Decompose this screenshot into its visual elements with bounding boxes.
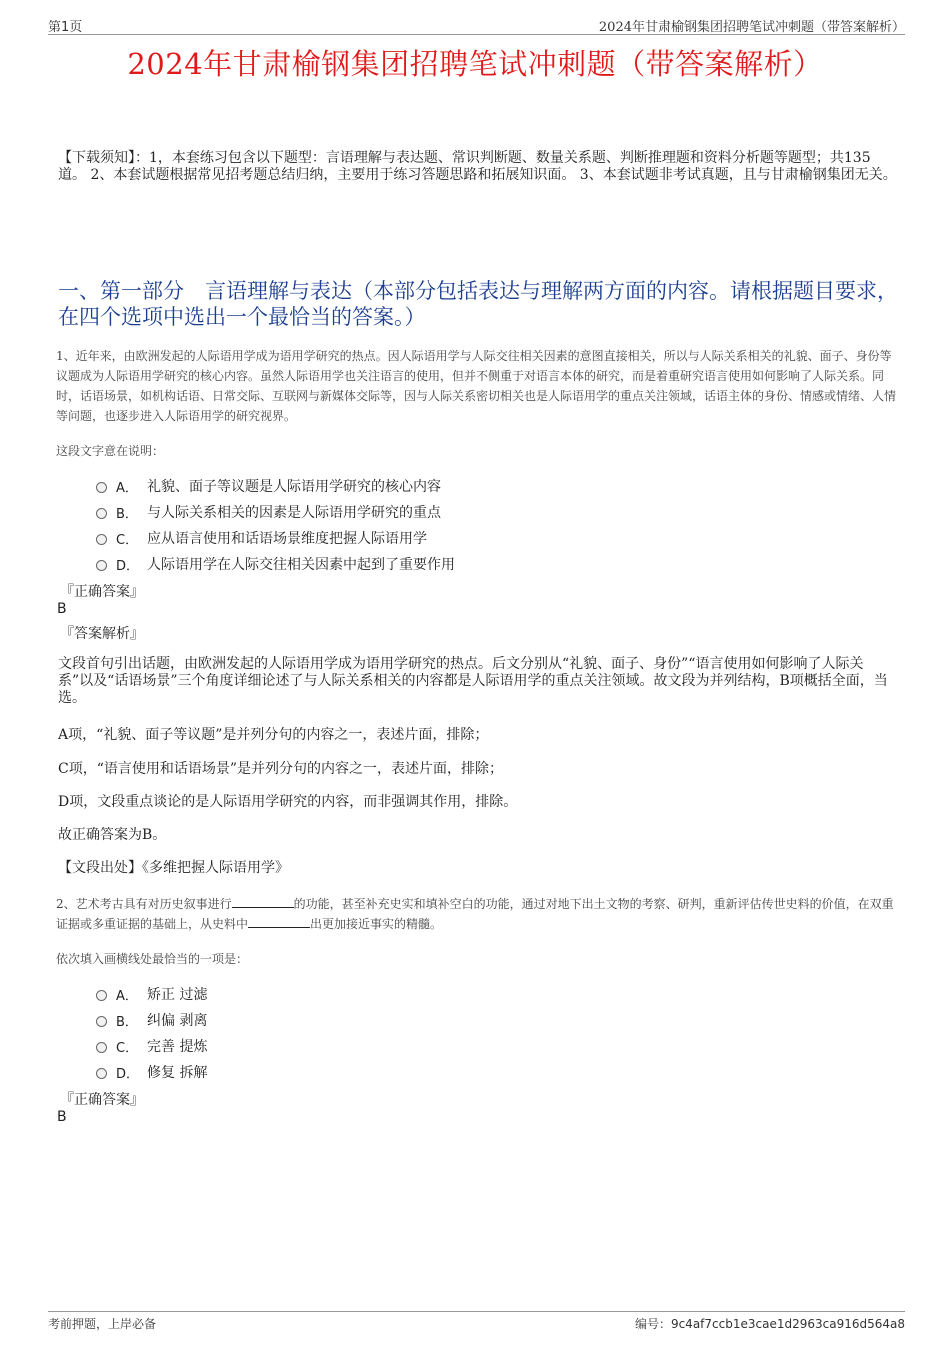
source-line [58, 860, 898, 877]
answer-label: 『正确答案』 [60, 584, 144, 600]
answer-label: 『正确答案』 [60, 1092, 144, 1108]
analysis-label: 『答案解析』 [60, 626, 144, 642]
radio-icon[interactable] [96, 508, 107, 519]
radio-icon[interactable] [96, 1068, 107, 1079]
code-value: 9c4af7ccb1e3cae1d2963ca916d564a8 [670, 1317, 905, 1331]
page-header [48, 14, 905, 35]
option-key: D． [116, 1066, 140, 1082]
option-b[interactable] [96, 1007, 207, 1033]
question-2-part: 出更加接近事实的精髓。 [310, 917, 443, 931]
document-title: 2024年甘肃榆钢集团招聘笔试冲刺题（带答案解析） [127, 47, 823, 81]
option-c[interactable] [96, 1033, 207, 1059]
section-title: 一、第一部分 言语理解与表达（本部分包括表达与理解两方面的内容。请根据题目要求，在四个选项中选出一个最恰当的答案。） [58, 279, 898, 329]
analysis-paragraph: C项，“语言使用和话语场景”是并列分句的内容之一，表述片面，排除； [58, 761, 504, 777]
option-text: 与人际关系相关的因素是人际语用学研究的重点 [147, 505, 441, 521]
download-notice: 【下载须知】：1，本套练习包含以下题型：言语理解与表达题、常识判断题、数量关系题、判断推理题和资料分析题等题型；共135道。 2、本套试题根据常见招考题总结归纳，主要用于练习答题思路和拓展知识面。 3、本套试题非考试真题，且与甘肃榆钢集团无关。 [58, 150, 897, 183]
answer-value: B [57, 601, 67, 617]
question-2-part: 2、艺术考古具有对历史叙事进行 [56, 897, 232, 911]
option-key: C． [116, 1040, 139, 1056]
option-key: D． [116, 558, 140, 574]
option-key: A． [116, 480, 138, 496]
radio-icon[interactable] [96, 560, 107, 571]
question-2-prompt: 依次填入画横线处最恰当的一项是： [56, 952, 249, 966]
option-text: 矫正 过滤 [147, 987, 208, 1003]
footer-slogan: 考前押题，上岸必备 [48, 1317, 157, 1331]
question-1-text: 1、近年来，由欧洲发起的人际语用学成为语用学研究的热点。因人际语用学与人际交往相关因素的意图直接相关，所以与人际关系相关的礼貌、面子、身份等议题成为人际语用学研究的核心内容。虽然人际语用学也关注语言的使用，但并不侧重于对语言本体的研究，而是着重研究语言使用如何影响了人际关系。同时，话语场景，如机构话语、日常交际、互联网与新媒体交际等，因与人际关系密切相关也是人际语用学的重点关注领域，话语主体的身份、情感或情绪、人情等问题，也逐步进入人际语用学的研究视界。 [56, 349, 897, 423]
option-text: 人际语用学在人际交往相关因素中起到了重要作用 [147, 557, 455, 573]
option-key: B． [116, 1014, 138, 1030]
radio-icon[interactable] [96, 534, 107, 545]
answer-value: B [57, 1109, 67, 1125]
option-c[interactable] [96, 525, 455, 551]
option-a[interactable] [96, 473, 455, 499]
page-number: 第1页 [48, 20, 83, 35]
source-title: 《多维把握人际语用学》 [142, 860, 289, 876]
fill-blank [248, 916, 310, 928]
option-d[interactable] [96, 551, 455, 577]
footer-code [635, 1315, 905, 1332]
question-1-options [96, 473, 455, 577]
option-key: A． [116, 988, 138, 1004]
radio-icon[interactable] [96, 1016, 107, 1027]
question-1-prompt: 这段文字意在说明： [56, 444, 165, 458]
radio-icon[interactable] [96, 1042, 107, 1053]
analysis-paragraph: 文段首句引出话题，由欧洲发起的人际语用学成为语用学研究的热点。后文分别从“礼貌、面子、身份”“语言使用如何影响了人际关系”以及“话语场景”三个角度详细论述了与人际关系相关的内容都是人际语用学的重点关注领域。故文段为并列结构，B项概括全面，当选。 [58, 656, 888, 706]
option-text: 礼貌、面子等议题是人际语用学研究的核心内容 [147, 479, 441, 495]
page-footer [48, 1311, 905, 1332]
option-text: 修复 拆解 [147, 1065, 208, 1081]
analysis-paragraph: A项，“礼貌、面子等议题”是并列分句的内容之一，表述片面，排除； [58, 727, 489, 743]
question-2-part: 的功能，甚至补充史实和填补空白的功能，通过对地下出土文物的考察、研判，重新评估传世史料的价值，在双重证据或多重证据的基础上，从史料中 [56, 897, 894, 931]
option-b[interactable] [96, 499, 455, 525]
analysis-conclusion: 故正确答案为B。 [58, 827, 167, 843]
question-2-text [56, 894, 898, 934]
radio-icon[interactable] [96, 482, 107, 493]
option-key: B． [116, 506, 138, 522]
analysis-paragraph: D项，文段重点谈论的是人际语用学研究的内容，而非强调其作用，排除。 [58, 794, 518, 810]
option-text: 纠偏 剥离 [147, 1013, 208, 1029]
question-2-options [96, 981, 207, 1085]
option-a[interactable] [96, 981, 207, 1007]
fill-blank [232, 896, 294, 908]
header-doc-title: 2024年甘肃榆钢集团招聘笔试冲刺题（带答案解析） [598, 20, 905, 35]
source-label: 【文段出处】 [58, 860, 142, 876]
radio-icon[interactable] [96, 990, 107, 1001]
option-key: C． [116, 532, 139, 548]
option-d[interactable] [96, 1059, 207, 1085]
code-label: 编号： [634, 1317, 671, 1331]
option-text: 完善 提炼 [147, 1039, 208, 1055]
option-text: 应从语言使用和话语场景维度把握人际语用学 [147, 531, 427, 547]
